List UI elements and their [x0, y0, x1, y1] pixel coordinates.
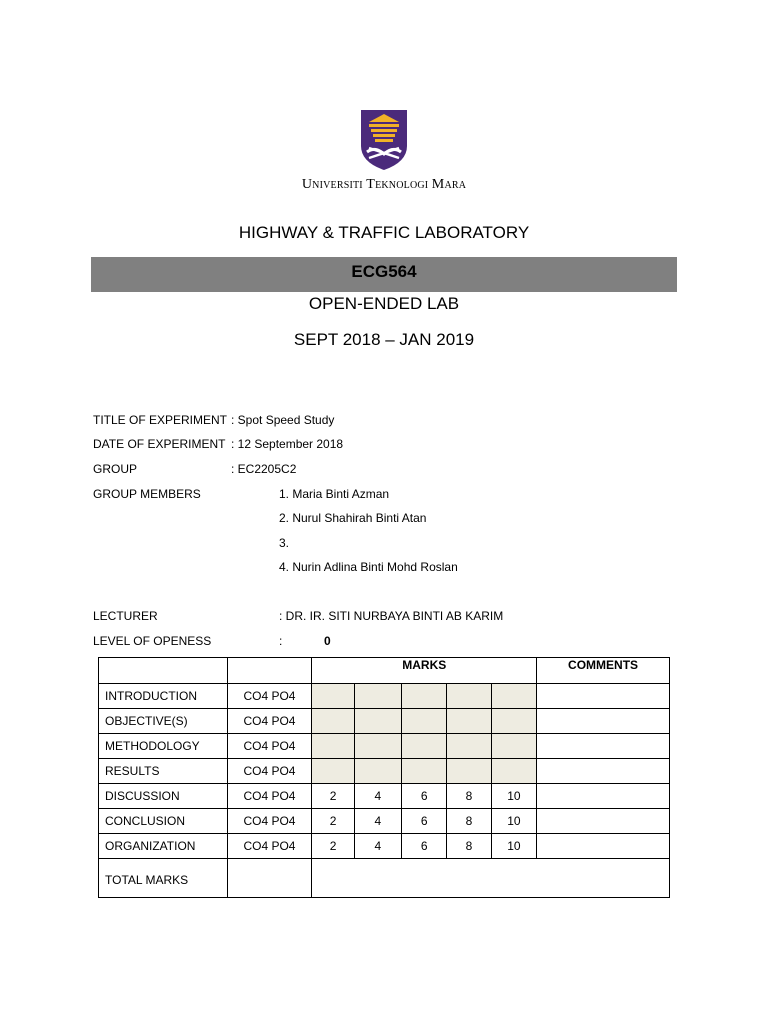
lecturer-value: : DR. IR. SITI NURBAYA BINTI AB KARIM	[279, 609, 504, 623]
mark-cell[interactable]	[312, 734, 354, 759]
criterion-cell: METHODOLOGY	[99, 734, 228, 759]
mark-cell[interactable]	[402, 734, 447, 759]
mark-cell[interactable]: 2	[312, 834, 354, 859]
criterion-cell: OBJECTIVE(S)	[99, 709, 228, 734]
mark-cell[interactable]	[312, 709, 354, 734]
mark-cell[interactable]: 2	[312, 809, 354, 834]
member-3: 3.	[279, 536, 290, 550]
openness-value: 0	[324, 634, 331, 648]
co-cell: CO4 PO4	[227, 759, 312, 784]
uitm-crest-logo	[359, 108, 409, 172]
comment-cell[interactable]	[537, 709, 670, 734]
mark-cell[interactable]	[491, 759, 536, 784]
mark-cell[interactable]	[402, 759, 447, 784]
mark-cell[interactable]: 10	[491, 784, 536, 809]
mark-cell[interactable]	[447, 684, 491, 709]
co-cell: CO4 PO4	[227, 809, 312, 834]
member-1: 1. Maria Binti Azman	[279, 487, 390, 501]
co-cell: CO4 PO4	[227, 684, 312, 709]
mark-cell[interactable]	[491, 684, 536, 709]
table-row	[99, 684, 670, 709]
header-marks: MARKS	[312, 658, 537, 684]
course-code-bar	[91, 257, 677, 292]
comment-cell[interactable]	[537, 834, 670, 859]
date-value: : 12 September 2018	[231, 437, 344, 451]
mark-cell[interactable]	[354, 684, 401, 709]
mark-cell[interactable]	[491, 734, 536, 759]
mark-cell[interactable]: 8	[447, 834, 491, 859]
criterion-cell: DISCUSSION	[99, 784, 228, 809]
mark-cell[interactable]	[402, 709, 447, 734]
group-value: : EC2205C2	[231, 462, 297, 476]
table-row	[99, 809, 670, 834]
member-4: 4. Nurin Adlina Binti Mohd Roslan	[279, 560, 458, 574]
member-2: 2. Nurul Shahirah Binti Atan	[279, 511, 427, 525]
title-value: : Spot Speed Study	[231, 413, 335, 427]
mark-cell[interactable]	[447, 759, 491, 784]
mark-cell[interactable]	[312, 684, 354, 709]
mark-cell[interactable]	[447, 709, 491, 734]
title-label: TITLE OF EXPERIMENT	[93, 413, 228, 427]
header-comments: COMMENTS	[537, 658, 670, 684]
table-row	[99, 784, 670, 809]
lab-title: HIGHWAY & TRAFFIC LABORATORY	[238, 223, 530, 242]
table-row	[99, 734, 670, 759]
table-row	[99, 834, 670, 859]
mark-cell[interactable]	[402, 684, 447, 709]
mark-cell[interactable]: 4	[354, 784, 401, 809]
comment-cell[interactable]	[537, 809, 670, 834]
mark-cell[interactable]: 8	[447, 784, 491, 809]
mark-cell[interactable]: 2	[312, 784, 354, 809]
total-marks-cell[interactable]	[312, 859, 670, 898]
co-cell: CO4 PO4	[227, 709, 312, 734]
mark-cell[interactable]	[354, 759, 401, 784]
openness-label: LEVEL OF OPENESS	[93, 634, 212, 648]
total-co-cell	[227, 859, 312, 898]
lecturer-label: LECTURER	[93, 609, 158, 623]
comment-cell[interactable]	[537, 684, 670, 709]
mark-cell[interactable]: 8	[447, 809, 491, 834]
mark-cell[interactable]	[447, 734, 491, 759]
semester: SEPT 2018 – JAN 2019	[293, 330, 475, 349]
criterion-cell: INTRODUCTION	[99, 684, 228, 709]
group-label: GROUP	[93, 462, 138, 476]
total-row	[99, 859, 670, 898]
mark-cell[interactable]	[354, 709, 401, 734]
mark-cell[interactable]: 6	[402, 784, 447, 809]
mark-cell[interactable]	[354, 734, 401, 759]
criterion-cell: RESULTS	[99, 759, 228, 784]
header-criterion-cell	[99, 658, 228, 684]
mark-cell[interactable]: 4	[354, 834, 401, 859]
mark-cell[interactable]: 10	[491, 809, 536, 834]
total-marks-label: TOTAL MARKS	[99, 859, 228, 898]
comment-cell[interactable]	[537, 759, 670, 784]
lab-type: OPEN-ENDED LAB	[308, 294, 460, 313]
co-cell: CO4 PO4	[227, 734, 312, 759]
table-row	[99, 759, 670, 784]
mark-cell[interactable]: 10	[491, 834, 536, 859]
openness-colon: :	[279, 634, 283, 648]
mark-cell[interactable]: 4	[354, 809, 401, 834]
table-row	[99, 709, 670, 734]
comment-cell[interactable]	[537, 734, 670, 759]
course-code: ECG564	[351, 262, 417, 281]
mark-cell[interactable]: 6	[402, 809, 447, 834]
comment-cell[interactable]	[537, 784, 670, 809]
members-label: GROUP MEMBERS	[93, 487, 201, 501]
header-co-cell	[227, 658, 312, 684]
criterion-cell: ORGANIZATION	[99, 834, 228, 859]
university-name: UNIVERSITI TEKNOLOGI MARA	[301, 177, 467, 192]
mark-cell[interactable]: 6	[402, 834, 447, 859]
mark-cell[interactable]	[312, 759, 354, 784]
co-cell: CO4 PO4	[227, 784, 312, 809]
table-header-row	[99, 658, 670, 684]
marks-table	[98, 657, 670, 898]
date-label: DATE OF EXPERIMENT	[93, 437, 226, 451]
mark-cell[interactable]	[491, 709, 536, 734]
co-cell: CO4 PO4	[227, 834, 312, 859]
criterion-cell: CONCLUSION	[99, 809, 228, 834]
